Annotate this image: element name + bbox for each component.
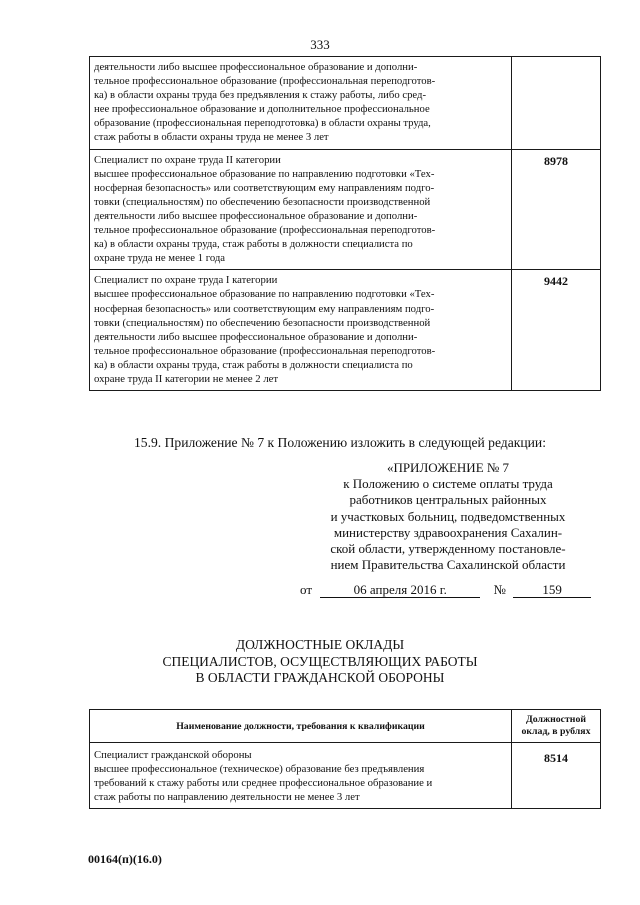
salary-value [512, 57, 601, 150]
position-description: Специалист по охране труда II категории высшее профессиональное образование по направлению подготовки «Тех- носферная безопасность» или соответствующим ему направлениям подго- товки (специальностям) по обеспечению безопасности производственной деятельности либо высшее профессиональное образование и дополни- тельное профессиональное образование (профессиональная переподготов- ка) в области охраны труда, стаж работы в должности специалиста по охране труда не менее 1 года [90, 149, 512, 270]
salary-value: 8978 [512, 149, 601, 270]
column-header-position: Наименование должности, требования к квалификации [90, 710, 512, 743]
position-description: Специалист по охране труда I категории высшее профессиональное образование по направлению подготовки «Тех- носферная безопасность» или соответствующим ему направлениям подго- товки (специальностям) по обеспечению безопасности производственной деятельности либо высшее профессиональное образование и дополни- тельное профессиональное образование (профессиональная переподготов- ка) в области охраны труда, стаж работы в должности специалиста по охране труда II категории не менее 2 лет [90, 270, 512, 391]
from-label: от [300, 582, 313, 597]
table-row [90, 149, 601, 270]
number-label: № [493, 582, 506, 597]
resolution-date: 06 апреля 2016 г. [320, 582, 480, 598]
annex-reference [300, 582, 600, 598]
amendment-text: 15.9. Приложение № 7 к Положению изложить в следующей редакции: [134, 435, 546, 450]
table-row [90, 57, 601, 150]
table-row [90, 743, 601, 809]
annex-title: «ПРИЛОЖЕНИЕ № 7 [386, 460, 510, 475]
position-description: Специалист гражданской обороны высшее профессиональное (техническое) образование без предъявления требований к стажу работы или среднее профессиональное образование и стаж работы по направлению деятельности не менее 3 лет [90, 743, 512, 809]
table-header-row [90, 710, 601, 743]
salary-value: 8514 [512, 743, 601, 809]
table-row [90, 270, 601, 391]
position-description: деятельности либо высшее профессиональное образование и дополни- тельное профессиональное образование (профессиональная переподготов- ка) в области охраны труда без предъявления к стажу работы, либо сред- нее профессиональное образование и дополнительное профессиональное образование (профессиональная переподготовка) в области охраны труда, стаж работы в области охраны труда не менее 3 лет [90, 57, 512, 150]
annex-header: «ПРИЛОЖЕНИЕ № 7 к Положению о системе оплаты труда работников центральных районных и участковых больниц, подведомственных министерству здравоохранения Сахалин- ской области, утвержденному постановле- нием Правительства Сахалинской области [300, 460, 596, 573]
civil-defense-salary-table [89, 709, 601, 809]
salary-value: 9442 [512, 270, 601, 391]
section-heading: ДОЛЖНОСТНЫЕ ОКЛАДЫ СПЕЦИАЛИСТОВ, ОСУЩЕСТВЛЯЮЩИХ РАБОТЫ В ОБЛАСТИ ГРАЖДАНСКОЙ ОБОРОНЫ [162, 637, 478, 685]
salary-table-continued [89, 56, 601, 391]
document-code: 00164(п)(16.0) [88, 852, 162, 866]
page-number: 333 [310, 37, 330, 52]
column-header-salary: Должностной оклад, в рублях [512, 710, 601, 743]
resolution-number: 159 [513, 582, 591, 598]
